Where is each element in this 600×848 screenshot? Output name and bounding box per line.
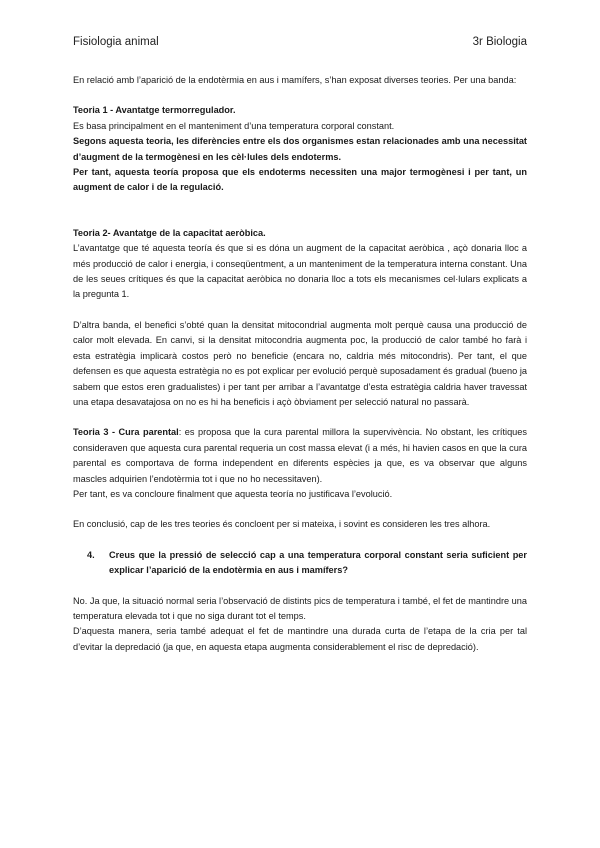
teoria3-p1: : es proposa que la cura parental millora la supervivència. No obstant, les crítiques consideraven que aquesta cura parental requeria un cost massa elevat (i a més, hi havien casos en que la cura parental es comportava de forma independent en diferents espècies ja que, es va observar que alguns mascles adquirien l’endotèrmia tot i que no ho necessitaven).: [73, 427, 527, 484]
intro-paragraph: En relació amb l’aparició de la endotèrmia en aus i mamífers, s’han exposat diverses teories. Per una banda:: [73, 75, 517, 85]
teoria3-title: Teoria 3 - Cura parental: [73, 427, 179, 438]
document-body: [73, 73, 527, 655]
question-text: Creus que la pressió de selecció cap a una temperatura corporal constant seria suficient per explicar l’aparició de la endotèrmia en aus i mamífers?: [109, 549, 527, 576]
teoria3-p1-wrap: [73, 425, 527, 487]
teoria1-p1: Es basa principalment en el manteniment d’una temperatura corporal constant.: [73, 120, 395, 131]
teoria2-p1: L’avantatge que té aquesta teoría és que si es dóna un augment de la capacitat aeròbica , açò donaria lloc a més producció de calor i energia, i conseqüentment, a un manteniment de la temperatura interna constant. Una de les seues crítiques és que la capacitat aeròbica no donaria lloc a tots els mecanismes cel·lulars explicats a la pregunta 1.: [73, 243, 527, 300]
conclusion-paragraph: En conclusió, cap de les tres teories és concloent per si mateixa, i sovint es consideren les tres alhora.: [73, 519, 491, 530]
teoria2-title: Teoria 2- Avantatge de la capacitat aeròbica.: [73, 227, 266, 238]
teoria1-p3: Per tant, aquesta teoría proposa que els endoterms necessiten una major termogènesi i per tant, un augment de calor i de la regulació.: [73, 167, 527, 193]
answer-p2: D’aquesta manera, seria també adequat el fet de mantindre una durada curta de l’etapa de la cria per tal d’evitar la depredació (ja que, en aquesta etapa augmenta considerablement el risc de depredació).: [73, 626, 527, 652]
question-item: [87, 548, 527, 579]
header-subject: Fisiologia animal: [73, 36, 159, 48]
teoria1-p2: Segons aquesta teoria, les diferències entre els dos organismes estan relacionades amb una necessitat d’augment de la termogènesi en les cèl·lules dels endoterms.: [73, 136, 527, 162]
header-course: 3r Biologia: [472, 36, 527, 48]
question-number: 4.: [87, 549, 95, 560]
answer-p1: No. Ja que, la situació normal seria l’observació de distints pics de temperatura i també, el fet de mantindre una temperatura elevada tot i que no siga durant tot el temps.: [73, 595, 527, 621]
teoria3-p2: Per tant, es va concloure finalment que aquesta teoría no justificava l’evolució.: [73, 488, 393, 499]
teoria2-p2: D’altra banda, el benefici s’obté quan la densitat mitocondrial augmenta molt perquè causa una producció de calor molt elevada. En canvi, si la densitat mitocondria augmenta poc, la producció de calor també ho farà i esta estratègia implicarà costos però no beneficie (encara no, caldria més mitocondris). Per tant, el que defensen es que aquesta estratègia no es pot explicar per evolució perquè suposadament és gradual (bueno ja sabem que estos eren gradualistes) i per tant per arribar a l’avantatge d’esta estratègia caldria haver travessat una etapa desavatajosa on no es hi ha beneficis i açò òbviament per selecció natural no passarà.: [73, 319, 527, 407]
teoria1-title: Teoria 1 - Avantatge termorregulador.: [73, 105, 236, 116]
